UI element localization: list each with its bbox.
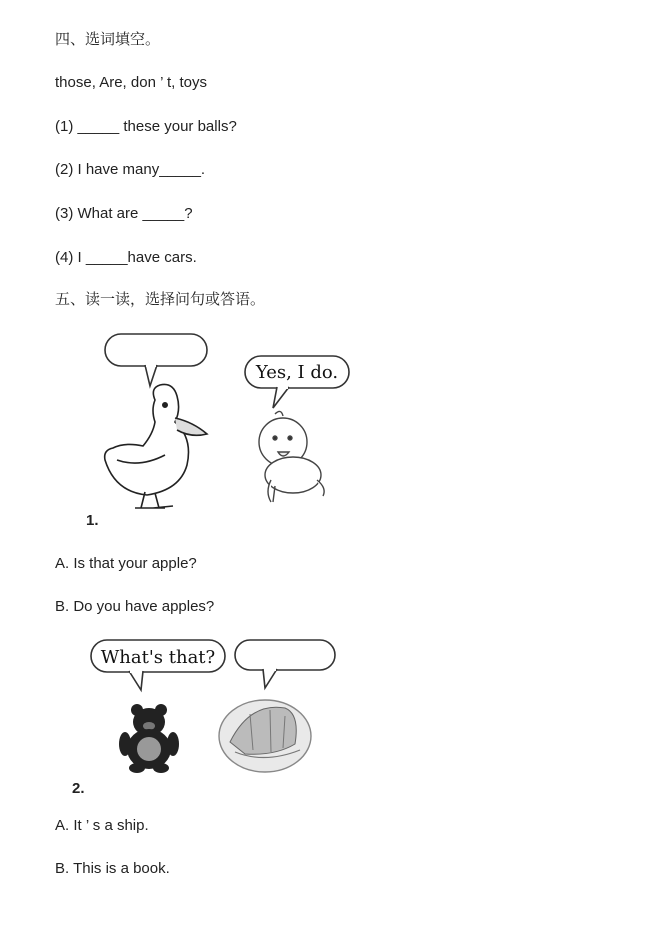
word-bank: those, Are, don ’ t, toys — [55, 74, 208, 91]
round-picture-illustration — [219, 700, 311, 772]
speech-bubble-2-text: What's that? — [100, 647, 216, 668]
picture-2 — [85, 632, 345, 782]
q1-option-a: A. Is that your apple? — [55, 555, 197, 572]
speech-bubble-1-text: Yes, I do. — [255, 362, 339, 383]
question-2-number: 2. — [72, 780, 85, 797]
picture-1 — [95, 330, 365, 515]
speech-bubble-1 — [245, 356, 349, 408]
speech-bubble-2 — [91, 640, 225, 690]
bear-illustration — [119, 704, 179, 773]
empty-speech-bubble-2 — [235, 640, 335, 688]
duck-illustration — [105, 384, 207, 508]
chick-illustration — [259, 411, 324, 502]
empty-speech-bubble-1 — [105, 334, 207, 386]
fill-item-3: (3) What are _____? — [55, 205, 193, 222]
fill-item-2: (2) I have many_____. — [55, 161, 206, 178]
q2-option-b: B. This is a book. — [55, 860, 170, 877]
fill-item-4: (4) I _____have cars. — [55, 249, 197, 266]
fill-item-1: (1) _____ these your balls? — [55, 118, 237, 135]
q1-option-b: B. Do you have apples? — [55, 598, 215, 615]
question-1-number: 1. — [86, 512, 99, 529]
section-4-heading: 四、选词填空。 — [55, 31, 161, 48]
section-5-heading: 五、读一读，选择问句或答语。 — [55, 291, 266, 308]
q2-option-a: A. It ’ s a ship. — [55, 817, 149, 834]
